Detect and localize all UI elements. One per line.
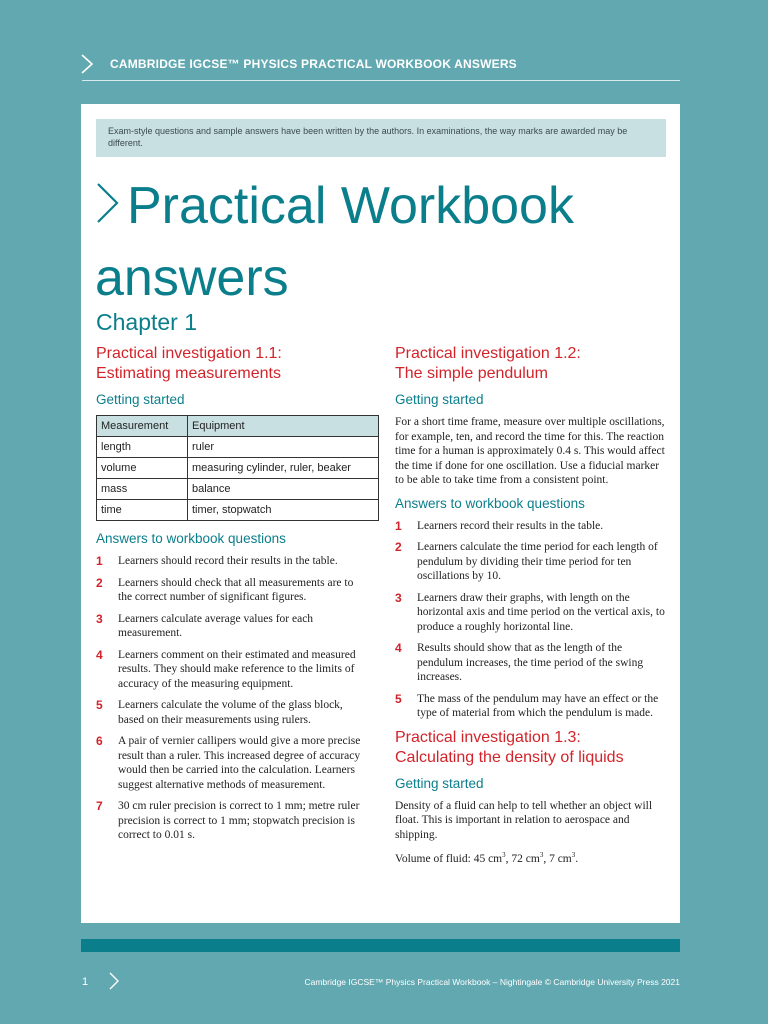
investigation-number: Practical investigation 1.2:: [395, 345, 581, 362]
getting-started-heading: Getting started: [395, 392, 484, 407]
answer-text: Learners record their results in the table.: [417, 519, 604, 532]
answer-text: A pair of vernier callipers would give a more precise result than a ruler. This increased degree of accuracy would then be carried into the calculation. Learners suggest alternative methods of measurement.: [118, 735, 361, 791]
equipment-table: [96, 415, 379, 521]
disclaimer-note: Exam-style questions and sample answers have been written by the authors. In examinations, the way marks are awarded may be different.: [96, 119, 666, 157]
answer-number: 3: [96, 611, 103, 626]
table-row: [97, 437, 379, 458]
answer-number: 1: [395, 518, 402, 533]
volume-label: Volume of fluid:: [395, 852, 474, 865]
answer-number: 2: [96, 575, 103, 590]
chevron-right-icon: [80, 53, 94, 75]
list-item: [96, 648, 366, 692]
chevron-right-icon: [95, 181, 121, 225]
table-cell: length: [97, 437, 188, 458]
unit-exponent: 3: [502, 851, 506, 859]
table-cell: mass: [97, 479, 188, 500]
investigation-number: Practical investigation 1.3:: [395, 728, 581, 746]
answer-text: Learners calculate average values for each measurement.: [118, 612, 314, 639]
investigation-heading-1-2: [395, 344, 665, 384]
table-header: Measurement: [97, 416, 188, 437]
volume-value: 45 cm: [473, 852, 503, 865]
answer-text: Learners calculate the time period for each length of pendulum by dividing their time period for ten oscillations by 10.: [417, 541, 658, 582]
answers-heading: Answers to workbook questions: [96, 531, 286, 546]
answer-text: The mass of the pendulum may have an effect or the type of material from which the pendulum is made.: [417, 692, 659, 719]
page-title: [95, 170, 675, 314]
answer-text: Learners comment on their estimated and measured results. They should make reference to the limits of accuracy of the measuring equipment.: [118, 648, 356, 690]
table-cell: timer, stopwatch: [188, 500, 379, 521]
answer-number: 2: [395, 540, 402, 554]
table-cell: ruler: [188, 437, 379, 458]
answer-text: Learners draw their graphs, with length on the horizontal axis and time period on the vertical axis, to produce a roughly horizontal line.: [417, 591, 665, 633]
table-header: Equipment: [188, 416, 379, 437]
footer-credit: Cambridge IGCSE™ Physics Practical Workbook – Nightingale © Cambridge University Press 2021: [304, 977, 680, 987]
unit-exponent: 3: [539, 851, 544, 859]
list-item: [395, 519, 665, 534]
answer-number: 1: [96, 554, 103, 568]
answer-number: 4: [96, 647, 103, 662]
list-item: [96, 554, 366, 569]
header-rule: [82, 80, 680, 81]
answer-text: Learners should record their results in the table.: [118, 555, 338, 567]
answer-number: 3: [395, 590, 402, 605]
answer-list: [395, 519, 665, 721]
getting-started-text: Density of a fluid can help to tell whether an object will float. This is important in relation to aerospace and shipping.: [395, 799, 653, 841]
volume-value: 72 cm: [511, 852, 540, 865]
left-column: [96, 344, 366, 850]
list-item: [96, 612, 366, 641]
answer-text: Learners calculate the volume of the glass block, based on their measurements using rulers.: [118, 699, 343, 726]
volume-value: 7 cm: [549, 852, 572, 865]
list-item: [96, 734, 366, 792]
list-item: [395, 692, 665, 721]
answer-number: 6: [96, 734, 103, 748]
investigation-heading-1-1: [96, 344, 366, 384]
table-row: [97, 500, 379, 521]
investigation-title: Calculating the density of liquids: [395, 748, 624, 766]
unit-exponent: 3: [571, 851, 576, 859]
list-item: [96, 799, 366, 843]
page-number: 1: [82, 976, 89, 988]
answer-number: 4: [395, 641, 402, 655]
investigation-number: Practical investigation 1.1:: [96, 345, 282, 362]
table-cell: measuring cylinder, ruler, beaker: [188, 458, 379, 479]
answer-text: Results should show that as the length of the pendulum increases, the time period of the swing increases.: [417, 642, 644, 683]
getting-started-text: For a short time frame, measure over multiple oscillations, for example, ten, and record the time for this. The reaction time for a human is approximately 0.4 s. This would affect the time if done for one oscillation. Use a fiducial marker to be able to take time from a consistent point.: [395, 416, 665, 486]
list-item: [96, 698, 366, 727]
list-item: [395, 540, 665, 584]
page-panel: [81, 104, 680, 923]
table-row: [97, 479, 379, 500]
page-title-text: Practical Workbook answers: [95, 177, 574, 307]
getting-started-heading: Getting started: [395, 775, 484, 791]
answer-number: 7: [96, 799, 103, 813]
running-header: CAMBRIDGE IGCSE™ PHYSICS PRACTICAL WORKBOOK ANSWERS: [110, 57, 517, 71]
table-cell: time: [97, 500, 188, 521]
table-row: [97, 458, 379, 479]
answers-heading: Answers to workbook questions: [395, 495, 585, 511]
getting-started-heading: Getting started: [96, 392, 185, 407]
investigation-title: Estimating measurements: [96, 365, 281, 382]
investigation-title: The simple pendulum: [395, 365, 548, 382]
chapter-heading: Chapter 1: [96, 309, 198, 335]
answer-number: 5: [395, 691, 402, 706]
investigation-heading-1-3: [395, 728, 665, 768]
table-header-row: [97, 416, 379, 437]
footer-band: [81, 939, 680, 952]
answer-text: 30 cm ruler precision is correct to 1 mm; metre ruler precision is correct to 1 mm; stopwatch precision is correct to 0.01 s.: [118, 800, 360, 841]
answer-number: 5: [96, 698, 103, 712]
table-cell: balance: [188, 479, 379, 500]
chevron-right-icon: [108, 971, 120, 991]
list-item: [395, 641, 665, 685]
answer-list: [96, 554, 366, 843]
table-cell: volume: [97, 458, 188, 479]
list-item: [96, 576, 366, 605]
right-column: [395, 344, 665, 872]
list-item: [395, 591, 665, 635]
volume-line: Volume of fluid: 45 $cm^3$, 72 $cm^3$, 7 $cm^3$.: [395, 851, 579, 865]
answer-text: Learners should check that all measurements are to the correct number of significant figures.: [118, 576, 354, 603]
